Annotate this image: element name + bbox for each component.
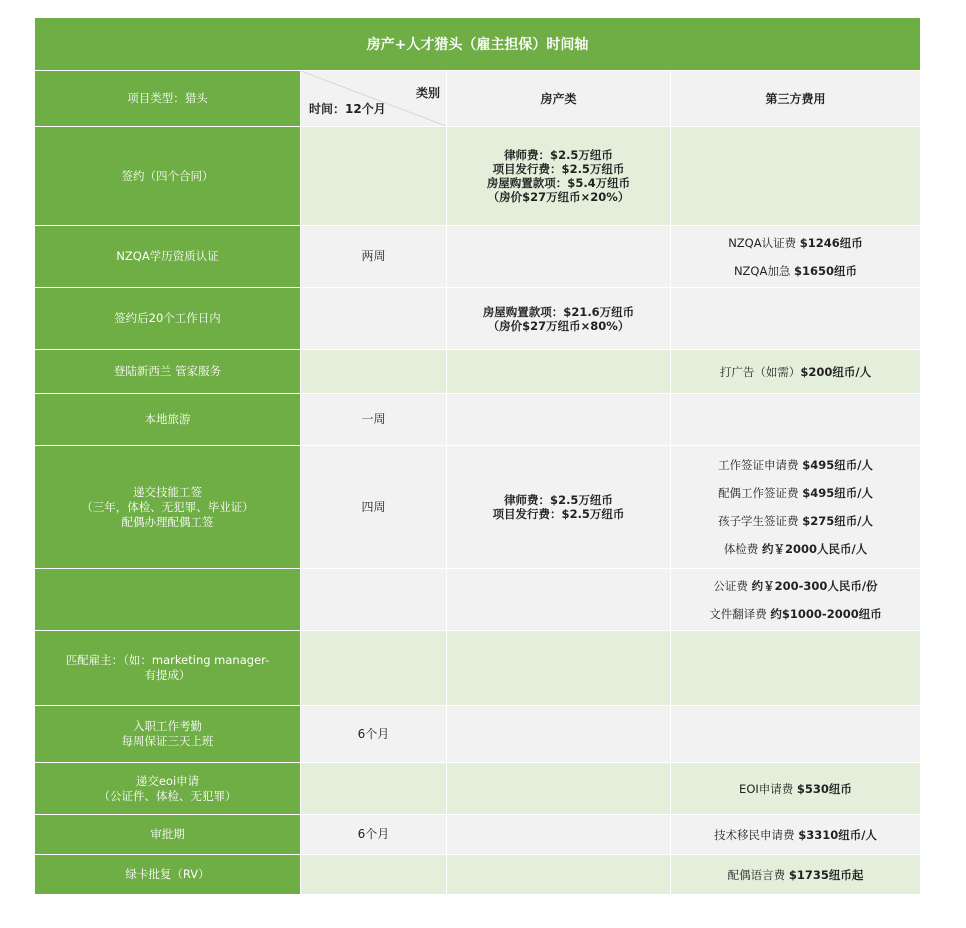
fee-label: NZQA认证费 — [728, 235, 800, 250]
fee-amount: 约￥2000人民币/人 — [761, 542, 868, 556]
fee-line — [718, 514, 873, 528]
property-cell: 律师费：$2.5万纽币 项目发行费：$2.5万纽币 房屋购置款项：$5.4万纽币 （房价$27万纽币×20%） — [447, 127, 671, 225]
property-cell — [447, 763, 671, 814]
fee-cell — [671, 763, 920, 814]
fee-amount: 约￥200-300人民币/份 — [751, 578, 878, 593]
step-cell — [35, 569, 301, 630]
time-cell — [301, 350, 447, 393]
category-time-header — [301, 71, 447, 126]
time-cell — [301, 763, 447, 814]
fee-line — [728, 868, 864, 882]
fee-label: 体检费 — [723, 542, 762, 556]
fee-line — [728, 236, 863, 250]
table-row — [35, 855, 920, 894]
fee-cell — [671, 394, 920, 445]
fee-amount: $200纽币/人 — [800, 364, 872, 379]
timeline-table — [35, 18, 920, 894]
fee-cell — [671, 226, 920, 287]
table-row — [35, 815, 920, 855]
fee-cell — [671, 706, 920, 762]
table-row — [35, 569, 920, 631]
fee-cell — [671, 815, 920, 854]
fee-label: 文件翻译费 — [709, 606, 771, 621]
fee-amount: $3310纽币/人 — [798, 827, 877, 842]
step-cell: 签约后20个工作日内 — [35, 288, 301, 349]
step-cell: NZQA学历资质认证 — [35, 226, 301, 287]
table-row — [35, 706, 920, 763]
fee-label: 孩子学生签证费 — [718, 514, 803, 528]
category-label: 类别 — [415, 86, 440, 100]
property-cell — [447, 631, 671, 705]
fee-cell — [671, 350, 920, 393]
property-cell: 房屋购置款项：$21.6万纽币 （房价$27万纽币×80%） — [447, 288, 671, 349]
table-row — [35, 446, 920, 569]
time-label: 时间：12个月 — [309, 102, 386, 116]
fee-label: EOI申请费 — [739, 781, 797, 796]
property-column-header: 房产类 — [447, 71, 671, 126]
fee-label: 配偶工作签证费 — [718, 486, 803, 500]
table-row — [35, 127, 920, 226]
time-cell — [301, 127, 447, 225]
step-cell: 入职工作考勤 每周保证三天上班 — [35, 706, 301, 762]
fee-amount: 约$1000-2000纽币 — [770, 606, 882, 621]
fee-amount: $1735纽币起 — [788, 867, 864, 882]
fee-cell — [671, 446, 920, 568]
time-cell: 一周 — [301, 394, 447, 445]
fee-line — [718, 542, 873, 556]
step-cell: 绿卡批复（RV） — [35, 855, 301, 894]
fee-line — [714, 828, 877, 842]
header-row — [35, 71, 920, 127]
property-cell — [447, 706, 671, 762]
property-cell: 律师费：$2.5万纽币 项目发行费：$2.5万纽币 — [447, 446, 671, 568]
fee-line — [728, 264, 863, 278]
time-cell — [301, 288, 447, 349]
fee-cell — [671, 569, 920, 630]
fee-cell — [671, 855, 920, 894]
time-cell: 两周 — [301, 226, 447, 287]
fee-line — [718, 458, 873, 472]
fee-cell — [671, 288, 920, 349]
step-cell: 递交技能工签 （三年，体检、无犯罪、毕业证） 配偶办理配偶工签 — [35, 446, 301, 568]
fee-label: NZQA加急 — [733, 263, 795, 278]
step-cell: 递交eoi申请 （公证件、体检、无犯罪） — [35, 763, 301, 814]
fee-label: 打广告（如需） — [719, 364, 801, 379]
table-row — [35, 763, 920, 815]
fee-line — [720, 365, 871, 379]
step-cell: 签约（四个合同） — [35, 127, 301, 225]
table-row — [35, 288, 920, 350]
property-cell — [447, 815, 671, 854]
property-cell — [447, 394, 671, 445]
step-cell: 审批期 — [35, 815, 301, 854]
table-row — [35, 394, 920, 446]
table-row — [35, 631, 920, 706]
time-cell: 6个月 — [301, 706, 447, 762]
fee-cell — [671, 631, 920, 705]
fee-amount: $275纽币/人 — [802, 514, 873, 528]
property-cell — [447, 226, 671, 287]
fee-amount: $495纽币/人 — [802, 458, 873, 472]
step-cell: 登陆新西兰 管家服务 — [35, 350, 301, 393]
property-cell — [447, 350, 671, 393]
fee-line — [709, 579, 881, 593]
fee-amount: $1246纽币 — [799, 235, 863, 250]
step-cell: 匹配雇主：（如：marketing manager- 有提成） — [35, 631, 301, 705]
fee-line — [718, 486, 873, 500]
project-type-header: 项目类型：猎头 — [35, 71, 301, 126]
step-cell: 本地旅游 — [35, 394, 301, 445]
fee-label: 技术移民申请费 — [714, 827, 799, 842]
third-party-column-header: 第三方费用 — [671, 71, 920, 126]
fee-cell — [671, 127, 920, 225]
fee-amount: $1650纽币 — [794, 263, 858, 278]
time-cell — [301, 631, 447, 705]
fee-label: 配偶语言费 — [727, 867, 789, 882]
table-title: 房产+人才猎头（雇主担保）时间轴 — [35, 18, 920, 71]
fee-amount: $495纽币/人 — [802, 486, 873, 500]
fee-amount: $530纽币 — [796, 781, 852, 796]
fee-label: 工作签证申请费 — [718, 458, 803, 472]
fee-label: 公证费 — [713, 578, 752, 593]
time-cell — [301, 569, 447, 630]
fee-line — [739, 782, 852, 796]
table-row — [35, 226, 920, 288]
fee-line — [709, 607, 881, 621]
time-cell: 四周 — [301, 446, 447, 568]
property-cell — [447, 569, 671, 630]
table-row — [35, 350, 920, 394]
time-cell: 6个月 — [301, 815, 447, 854]
time-cell — [301, 855, 447, 894]
property-cell — [447, 855, 671, 894]
